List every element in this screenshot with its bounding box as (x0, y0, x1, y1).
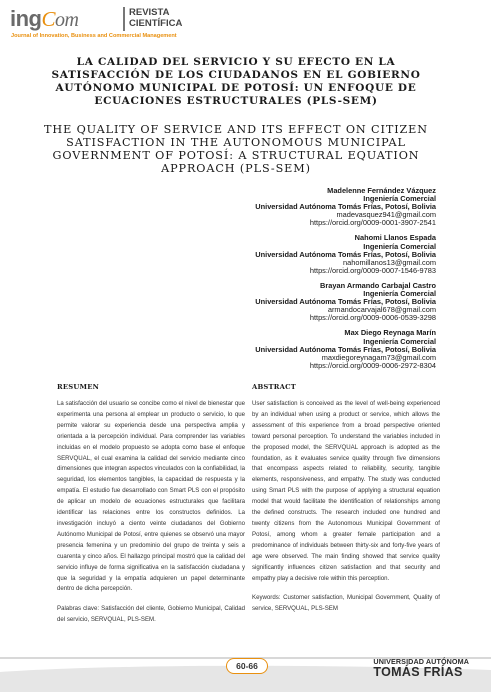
abstract-body: User satisfaction is conceived as the level of well-being experienced by an individual when using a product or service, which allows the assessment of this experience from a broad perspective oriented toward personal perception. To understand the variables included in the proposed model, the SERVQUAL approach is adopted as the foundation, as it evaluates service quality through five dimensions that encompass aspects related to reliability, security, tangible elements, responsiveness, and empathy. The study was conducted using Smart PLS with the purpose of applying a structural equation model that would facilitate the identification of relationships among the defined constructs. The research included one hundred and twenty citizens from the Autonomous Municipal Government of Potosí, among whom a greater female participation and a predominance of individuals between thirty-six and forty-five years of age were observed. The main finding showed that service quality significantly influences citizen satisfaction and that security and empathy play a decisive role within this perception. (252, 400, 440, 582)
resumen-body: La satisfacción del usuario se concibe como el nivel de bienestar que experimenta una persona al emplear un producto o servicio, lo que permite valorar su experiencia desde una perspectiva amplia y orientada a la percepción individual. Para comprender las variables incluidas en el modelo propuesto se adopta como base el enfoque SERVQUAL, el cual examina la calidad del servicio mediante cinco dimensiones que integran aspectos vinculados con la confiabilidad, la seguridad, los elementos tangibles, la capacidad de respuesta y la empatía. El estudio fue desarrollado con Smart PLS con el propósito de aplicar un modelo de ecuaciones estructurales que facilitara identificar las relaciones entre los constructos definidos. La investigación incluyó a ciento veinte ciudadanos del Gobierno Autónomo Municipal de Potosí, entre quienes se observó una mayor presencia femenina y un predominio del grupo de treinta y seis a cuarenta y cinco años. El hallazgo principal mostró que la calidad del servicio influye de forma significativa en la satisfacción ciudadana y que la seguridad y la empatía adquieren un papel determinante dentro de dicha percepción. (57, 400, 246, 593)
resumen-section (57, 383, 245, 626)
title-english: THE QUALITY OF SERVICE AND ITS EFFECT ON CITIZEN SATISFACTION IN THE AUTONOMOUS MUNICIPAL GOVERNMENT OF POTOSÍ: A STRUCTURAL EQUATION APPROACH (PLS-SEM) (44, 123, 428, 175)
author-name: Max Diego Reynaga Marín (344, 328, 436, 338)
page-range-badge: 60-66 (226, 658, 268, 674)
author-university: Universidad Autónoma Tomás Frías, Potosí, Bolivia (255, 344, 436, 354)
author-role: Ingeniería Comercial (363, 241, 436, 251)
author-block (106, 187, 436, 227)
author-name: Nahomi Llanos Espada (354, 233, 436, 243)
logo-divider (123, 7, 125, 31)
author-name: Madelenne Fernández Vázquez (327, 186, 436, 195)
author-role: Ingeniería Comercial (363, 289, 436, 299)
journal-type: REVISTA CIENTÍFICA (129, 7, 183, 29)
author-orcid[interactable]: https://orcid.org/0009-0006-0539-3298 (309, 313, 436, 323)
author-university: Universidad Autónoma Tomás Frías, Potosí, Bolivia (255, 297, 436, 307)
abstract-heading: ABSTRACT (252, 383, 296, 391)
abstract-keywords: Keywords: Customer satisfaction, Municipal Government, Quality of service, SERVQUAL, PLS-SEM (252, 594, 440, 613)
author-university: Universidad Autónoma Tomás Frías, Potosí, Bolivia (255, 202, 436, 212)
university-logo: UNIVERSIDAD AUTÓNOMA TOMÁS FRÍAS (373, 657, 469, 679)
author-block (106, 282, 436, 322)
resumen-heading: RESUMEN (57, 383, 99, 391)
title-spanish: LA CALIDAD DEL SERVICIO Y SU EFECTO EN LA SATISFACCIÓN DE LOS CIUDADANOS EN EL GOBIERNO AUTÓNOMO MUNICIPAL DE POTOSÍ: UN ENFOQUE DE ECUACIONES ESTRUCTURALES (PLS-SEM) (51, 56, 421, 107)
author-university: Universidad Autónoma Tomás Frías, Potosí, Bolivia (255, 249, 436, 259)
author-name: Brayan Armando Carbajal Castro (320, 280, 436, 290)
journal-logo: ingCom (10, 6, 79, 31)
author-block (106, 329, 436, 369)
author-role: Ingeniería Comercial (363, 336, 436, 346)
author-email[interactable]: armandocarvajal678@gmail.com (327, 305, 436, 315)
author-orcid[interactable]: https://orcid.org/0009-0007-1546-9783 (309, 265, 436, 275)
abstract-section (252, 383, 440, 615)
author-orcid[interactable]: https://orcid.org/0009-0006-2972-8304 (309, 360, 436, 370)
author-email[interactable]: madevasquez941@gmail.com (336, 210, 436, 220)
author-role: Ingeniería Comercial (363, 194, 436, 204)
author-email[interactable]: maxdiegoreynagam73@gmail.com (321, 352, 436, 362)
author-list (106, 187, 436, 377)
author-block (106, 234, 436, 274)
resumen-keywords: Palabras clave: Satisfacción del cliente, Gobierno Municipal, Calidad del servicio, SERVQUAL, PLS-SEM. (57, 605, 245, 624)
author-email[interactable]: nahomillanos13@gmail.com (343, 257, 436, 267)
author-orcid[interactable]: https://orcid.org/0009-0001-3907-2541 (309, 218, 436, 228)
journal-tagline: Journal of Innovation, Business and Commercial Management (11, 33, 177, 39)
journal-header (10, 6, 310, 46)
